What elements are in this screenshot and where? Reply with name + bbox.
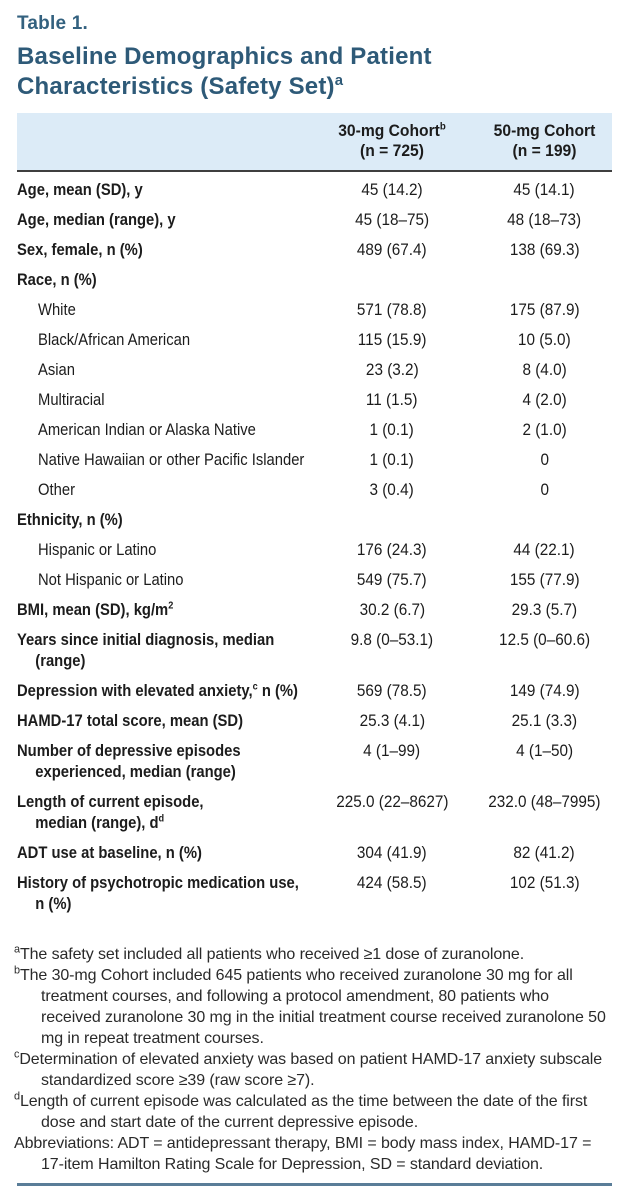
cell-value: 25.1 (3.3) xyxy=(511,710,578,730)
table-row xyxy=(17,414,612,444)
row-label: Race, n (%) xyxy=(17,269,97,289)
table-row xyxy=(17,705,612,735)
footnote: Abbreviations: ADT = antidepressant therapy, BMI = body mass index, HAMD-17 = 17-item Hamilton Rating Scale for Depression, SD = standard deviation. xyxy=(14,1135,592,1173)
cell-value: 82 (41.2) xyxy=(513,842,576,862)
cell-value: 0 xyxy=(540,479,549,499)
column-30mg-footnote-marker: b xyxy=(439,120,446,133)
table-body xyxy=(17,172,612,918)
table-row xyxy=(17,867,612,918)
table-row xyxy=(17,264,612,294)
row-label: BMI, mean (SD), $kg/m^2$ xyxy=(17,598,174,619)
row-label: Black/African American xyxy=(38,329,191,349)
cell-value: 138 (69.3) xyxy=(509,239,580,259)
cell-value: 23 (3.2) xyxy=(365,359,419,379)
cell-value: 176 (24.3) xyxy=(357,539,427,559)
cell-value: 3 (0.4) xyxy=(369,479,415,499)
cell-value: 115 (15.9) xyxy=(357,329,427,349)
table-row xyxy=(17,504,612,534)
cell-value: 45 (14.2) xyxy=(361,179,423,199)
cell-value: 9.8 (0–53.1) xyxy=(350,629,434,649)
cell-value: 4 (1–50) xyxy=(515,740,573,760)
footnote-marker: d xyxy=(158,811,165,824)
row-label: Multiracial xyxy=(38,389,105,409)
table-row xyxy=(17,564,612,594)
table-header-row xyxy=(17,113,612,172)
cell-value: 175 (87.9) xyxy=(509,299,580,319)
table-row xyxy=(17,324,612,354)
cell-value: 10 (5.0) xyxy=(518,329,571,349)
cell-value: 102 (51.3) xyxy=(509,872,580,892)
cell-value: 48 (18–73) xyxy=(507,209,582,229)
cell-value: 8 (4.0) xyxy=(522,359,567,379)
column-header-50mg-cohort xyxy=(477,121,612,161)
row-label: Depression with elevated anxiety,$^c$ n (%) xyxy=(17,679,298,700)
cell-value: 45 (14.1) xyxy=(513,179,576,199)
table-row xyxy=(17,735,612,786)
cell-value: 0 xyxy=(540,449,549,469)
row-label: Sex, female, n (%) xyxy=(17,239,143,259)
table-row xyxy=(17,234,612,264)
table-row xyxy=(17,624,612,675)
row-label: Native Hawaiian or other Pacific Islander xyxy=(38,449,305,469)
row-label: Years since initial diagnosis, median (range) xyxy=(17,629,275,670)
column-header-50mg-n: (n = 199) xyxy=(512,141,577,160)
row-label: Age, mean (SD), y xyxy=(17,179,143,199)
cell-value: 4 (1–99) xyxy=(363,740,421,760)
table-row xyxy=(17,474,612,504)
table-row xyxy=(17,786,612,837)
bottom-rule xyxy=(17,1183,612,1186)
table-row xyxy=(17,204,612,234)
cell-value: 45 (18–75) xyxy=(354,209,429,229)
cell-value: 149 (74.9) xyxy=(509,680,580,700)
cell-value: 29.3 (5.7) xyxy=(511,599,578,619)
cell-value: 44 (22.1) xyxy=(513,539,576,559)
footnote-marker: d xyxy=(14,1090,20,1103)
table-number: Table 1. xyxy=(17,13,88,34)
cell-value: 304 (41.9) xyxy=(357,842,427,862)
row-label: Asian xyxy=(38,359,76,379)
footnote-marker: c xyxy=(252,679,258,692)
footnote-marker: 2 xyxy=(168,598,174,611)
footnotes-block xyxy=(14,943,612,1175)
table-row xyxy=(17,354,612,384)
row-label: Ethnicity, n (%) xyxy=(17,509,123,529)
cell-value xyxy=(477,509,612,527)
cell-value: 569 (78.5) xyxy=(357,680,427,700)
table-row xyxy=(17,534,612,564)
footnote: $^b$The 30-mg Cohort included 645 patients who received zuranolone 30 mg for all treatment courses, and following a protocol amendment, 80 patients who received zuranolone 30 mg in the initial treatment course received zuranolone 50 mg in repeat treatment courses. xyxy=(14,964,606,1047)
row-label: Age, median (range), y xyxy=(17,209,176,229)
cell-value: 424 (58.5) xyxy=(357,872,427,892)
column-header-50mg-label: 50-mg Cohort xyxy=(493,121,596,140)
cell-value: 25.3 (4.1) xyxy=(359,710,425,730)
row-label: Not Hispanic or Latino xyxy=(38,569,184,589)
footnote-marker: c xyxy=(14,1048,20,1061)
row-label: Number of depressive episodes experienced, median (range) xyxy=(17,740,241,781)
cell-value: 30.2 (6.7) xyxy=(359,599,425,619)
demographics-table xyxy=(17,113,612,918)
cell-value: 155 (77.9) xyxy=(509,569,580,589)
row-label: History of psychotropic medication use, n (%) xyxy=(17,872,299,913)
table-row xyxy=(17,837,612,867)
table-title xyxy=(17,42,537,102)
row-label: White xyxy=(38,299,76,319)
cell-value: 11 (1.5) xyxy=(366,389,418,409)
footnote: $^a$The safety set included all patients who received ≥1 dose of zuranolone. xyxy=(14,943,525,963)
cell-value: 2 (1.0) xyxy=(522,419,567,439)
cell-value: 1 (0.1) xyxy=(369,449,415,469)
footnote-marker: a xyxy=(14,943,20,956)
row-label: ADT use at baseline, n (%) xyxy=(17,842,202,862)
cell-value: 225.0 (22–8627) xyxy=(335,791,449,811)
table-row xyxy=(17,675,612,705)
cell-value xyxy=(307,269,477,287)
cell-value: 549 (75.7) xyxy=(357,569,427,589)
row-label: American Indian or Alaska Native xyxy=(38,419,256,439)
table-row xyxy=(17,384,612,414)
cell-value: 232.0 (48–7995) xyxy=(488,791,601,811)
table-title-text: Baseline Demographics and Patient Characteristics (Safety Set) xyxy=(17,43,432,100)
table-row xyxy=(17,594,612,624)
table-row xyxy=(17,444,612,474)
cell-value: 1 (0.1) xyxy=(369,419,415,439)
table-row xyxy=(17,174,612,204)
cell-value: 12.5 (0–60.6) xyxy=(498,629,591,649)
column-header-30mg-n: (n = 725) xyxy=(360,141,424,160)
cell-value: 571 (78.8) xyxy=(357,299,427,319)
cell-value: 489 (67.4) xyxy=(357,239,427,259)
cell-value xyxy=(477,269,612,287)
footnote: $^c$Determination of elevated anxiety was based on patient HAMD-17 anxiety subscale standardized score ≥39 (raw score ≥7). xyxy=(14,1048,602,1089)
footnote-marker: b xyxy=(14,964,20,977)
footnote: $^d$Length of current episode was calculated as the time between the date of the first dose and start date of the current depressive episode. xyxy=(14,1090,588,1131)
row-label: Hispanic or Latino xyxy=(38,539,157,559)
cell-value: 4 (2.0) xyxy=(522,389,567,409)
column-header-30mg-label: 30-mg Cohort$^b$ xyxy=(338,120,446,140)
row-label: Length of current episode, median (range), $d^d$ xyxy=(17,791,204,832)
row-label: HAMD-17 total score, mean (SD) xyxy=(17,710,244,730)
row-label: Other xyxy=(38,479,76,499)
column-header-30mg-cohort xyxy=(307,121,477,161)
cell-value xyxy=(307,509,477,527)
title-footnote-marker: a xyxy=(334,73,344,89)
table-row xyxy=(17,294,612,324)
